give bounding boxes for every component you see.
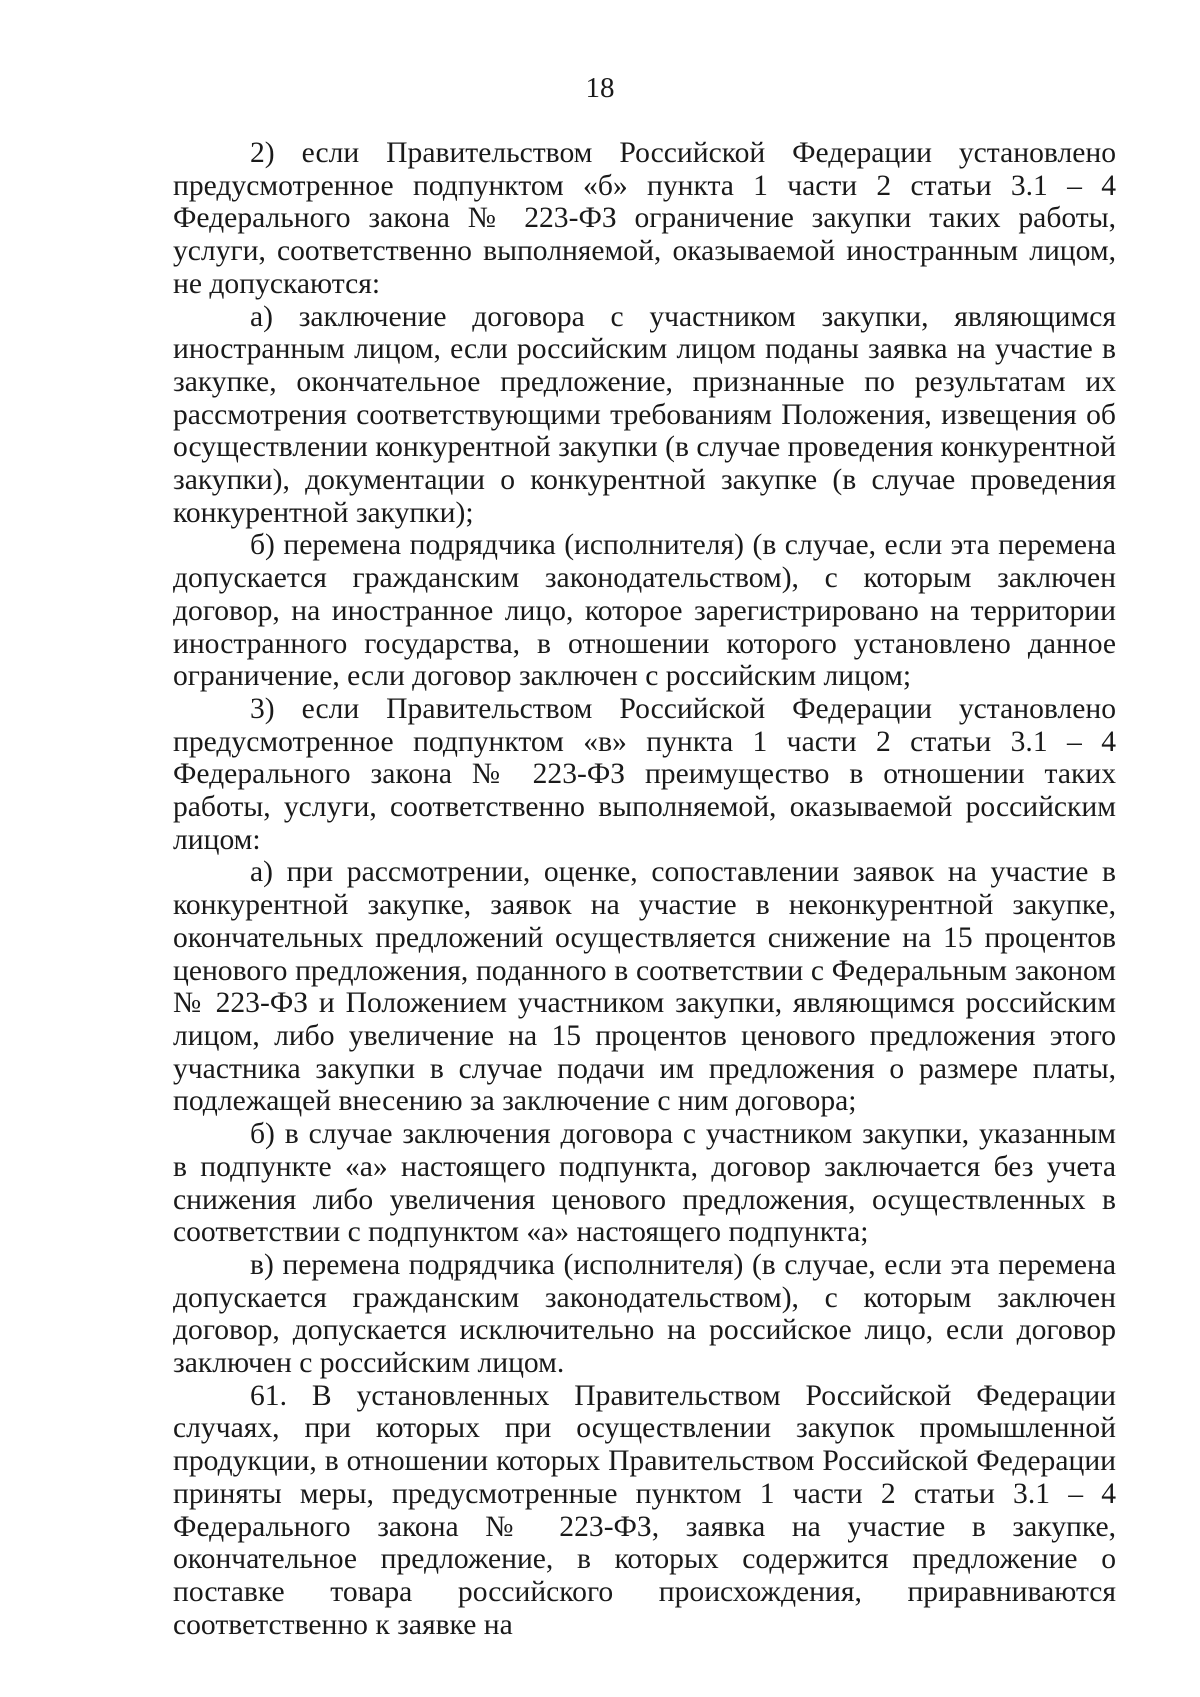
subparagraph-3a: а) при рассмотрении, оценке, сопоставлении заявок на участие в конкурентной закупке, заявок на участие в неконкурентной закупке, окончательных предложений осуществляется снижение на 15 процентов ценового предложения, поданного в соответствии с Федеральным законом № 223-ФЗ и Положением участником закупки, являющимся российским лицом, либо увеличение на 15 процентов ценового предложения этого участника закупки в случае подачи им предложения о размере платы, подлежащей внесению за заключение с ним договора; <box>173 856 1116 1118</box>
paragraph-2-restriction: 2) если Правительством Российской Федерации установлено предусмотренное подпунктом «б» пункта 1 части 2 статьи 3.1 – 4 Федерального закона № 223-ФЗ ограничение закупки таких работы, услуги, соответственно выполняемой, оказываемой иностранным лицом, не допускаются: <box>173 137 1116 300</box>
subparagraph-2b: б) перемена подрядчика (исполнителя) (в случае, если эта перемена допускается гражданским законодательством), с которым заключен договор, на иностранное лицо, которое зарегистрировано на территории иностранного государства, в отношении которого установлено данное ограничение, если договор заключен с российским лицом; <box>173 529 1116 693</box>
subparagraph-2a: а) заключение договора с участником закупки, являющимся иностранным лицом, если российским лицом поданы заявка на участие в закупке, окончательное предложение, признанные по результатам их рассмотрения соответствующими требованиям Положения, извещения об осуществлении конкурентной закупки (в случае проведения конкурентной закупки), документации о конкурентной закупке (в случае проведения конкурентной закупки); <box>173 300 1116 529</box>
page-number: 18 <box>585 72 615 104</box>
subparagraph-3b: б) в случае заключения договора с участником закупки, указанным в подпункте «а» настоящего подпункта, договор заключается без учета снижения либо увеличения ценового предложения, осуществленных в соответствии с подпунктом «а» настоящего подпункта; <box>173 1118 1116 1249</box>
clause-61: 61. В установленных Правительством Российской Федерации случаях, при которых при осуществлении закупок промышленной продукции, в отношении которых Правительством Российской Федерации приняты меры, предусмотренные пунктом 1 части 2 статьи 3.1 – 4 Федерального закона № 223-ФЗ, заявка на участие в закупке, окончательное предложение, в которых содержится предложение о поставке товара российского происхождения, приравниваются соответственно к заявке на <box>173 1379 1116 1641</box>
paragraph-3-advantage: 3) если Правительством Российской Федерации установлено предусмотренное подпунктом «в» пункта 1 части 2 статьи 3.1 – 4 Федерального закона № 223-ФЗ преимущество в отношении таких работы, услуги, соответственно выполняемой, оказываемой российским лицом: <box>173 692 1116 856</box>
document-body <box>173 137 1116 1641</box>
subparagraph-3c: в) перемена подрядчика (исполнителя) (в случае, если эта перемена допускается гражданским законодательством), с которым заключен договор, допускается исключительно на российское лицо, если договор заключен с российским лицом. <box>173 1248 1116 1380</box>
